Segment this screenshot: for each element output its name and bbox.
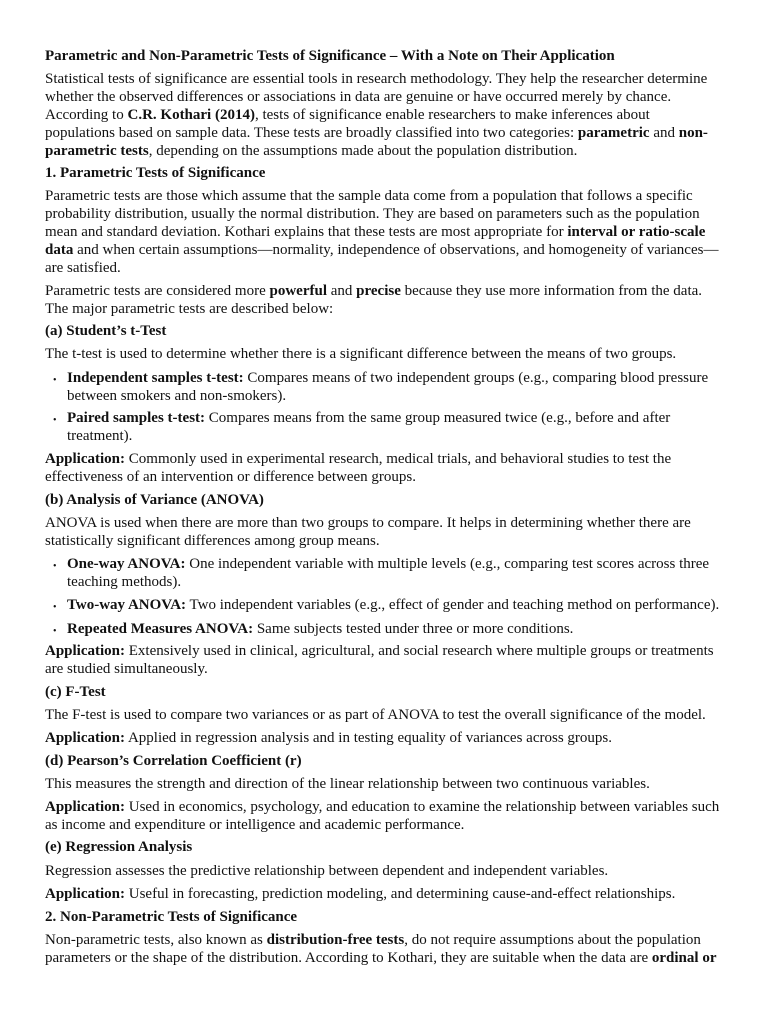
list-item: Paired samples t-test: Compares means from the same group measured twice (e.g., before and after treatment). <box>67 410 671 444</box>
list-item: One-way ANOVA: One independent variable with multiple levels (e.g., comparing test scores across three teaching methods). <box>67 556 710 590</box>
parametric-paragraph-1 <box>45 187 725 277</box>
application-paragraph: Application: Applied in regression analysis and in testing equality of variances across groups. <box>45 730 612 746</box>
text-line: whether the observed differences or associations in data are genuine or have occurred merely by chance. <box>45 89 672 105</box>
subsection-heading: (c) F-Test <box>45 684 106 700</box>
list-item: Independent samples t-test: Compares means of two independent groups (e.g., comparing blood pressure between smokers and non-smokers). <box>67 370 709 404</box>
application-paragraph: Application: Commonly used in experimental research, medical trials, and behavioral studies to test the effectiveness of an intervention or difference between groups. <box>45 451 672 485</box>
text-line: probability distribution, usually the normal distribution. They are based on parameters such as the population <box>45 206 700 222</box>
page-title: Parametric and Non-Parametric Tests of Significance – With a Note on Their Application <box>45 48 615 64</box>
bullet-icon: • <box>53 602 57 613</box>
section-heading: 2. Non-Parametric Tests of Significance <box>45 909 298 925</box>
subsection-heading: (a) Student’s t-Test <box>45 323 167 339</box>
text-line: Statistical tests of significance are essential tools in research methodology. They help the researcher determine <box>45 71 708 87</box>
intro-paragraph <box>45 70 725 160</box>
text-line: The major parametric tests are described below: <box>45 301 334 317</box>
text-line: are satisfied. <box>45 260 121 276</box>
application-paragraph: Application: Extensively used in clinical, agricultural, and social research where multiple groups or treatments are studied simultaneously. <box>45 643 714 677</box>
section-heading: 1. Parametric Tests of Significance <box>45 165 266 181</box>
ttest-description: The t-test is used to determine whether there is a significant difference between the means of two groups. <box>45 346 677 362</box>
text-line: Parametric tests are those which assume that the sample data come from a population that follows a specific <box>45 188 693 204</box>
text-line: populations based on sample data. These tests are broadly classified into two categories: parametric and non- <box>45 125 708 141</box>
bullet-icon: • <box>53 375 57 386</box>
subsection-heading: (b) Analysis of Variance (ANOVA) <box>45 492 264 508</box>
anova-description: ANOVA is used when there are more than two groups to compare. It helps in determining whether there are statistically significant differences among group means. <box>45 515 691 549</box>
ftest-description: The F-test is used to compare two variances or as part of ANOVA to test the overall significance of the model. <box>45 707 706 723</box>
nonparametric-paragraph: Non-parametric tests, also known as distribution-free tests, do not require assumptions about the population parameters or the shape of the distribution. According to Kothari, they are suitable when the data are ordinal or <box>45 932 717 966</box>
subsection-heading: (d) Pearson’s Correlation Coefficient (r) <box>45 753 302 769</box>
bullet-icon: • <box>53 415 57 426</box>
list-item: Repeated Measures ANOVA: Same subjects tested under three or more conditions. <box>67 621 574 637</box>
bullet-icon: • <box>53 561 57 572</box>
correlation-description: This measures the strength and direction of the linear relationship between two continuous variables. <box>45 776 650 792</box>
list-item: Two-way ANOVA: Two independent variables (e.g., effect of gender and teaching method on performance). <box>67 597 720 613</box>
parametric-paragraph-2 <box>45 282 725 318</box>
text-line: According to C.R. Kothari (2014), tests of significance enable researchers to make inferences about <box>45 107 650 123</box>
text-line: Parametric tests are considered more powerful and precise because they use more information from the data. <box>45 283 703 299</box>
text-line: data and when certain assumptions—normality, independence of observations, and homogeneity of variances— <box>45 242 719 258</box>
bullet-icon: • <box>53 626 57 637</box>
text-line: parametric tests, depending on the assumptions made about the population distribution. <box>45 143 578 159</box>
application-paragraph: Application: Used in economics, psychology, and education to examine the relationship between variables such as income and expenditure or intelligence and academic performance. <box>45 799 720 833</box>
subsection-heading: (e) Regression Analysis <box>45 839 193 855</box>
regression-description: Regression assesses the predictive relationship between dependent and independent variables. <box>45 863 609 879</box>
application-paragraph: Application: Useful in forecasting, prediction modeling, and determining cause-and-effect relationships. <box>45 886 676 902</box>
text-line: mean and standard deviation. Kothari explains that these tests are most appropriate for interval or ratio-scale <box>45 224 706 240</box>
